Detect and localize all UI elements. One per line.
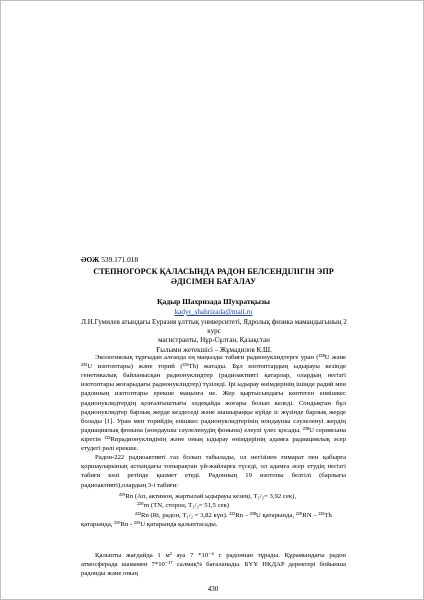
paragraph: Радон-222 радиоактивті газ болып табылады, ол негізінен ғимарат пен қабырға қоршауларының астындағы топырақтан үй-жайларға түседі, ол адамға әсер етудің негізгі табиғи көзі ретінде қызмет етеді. Радонның 19 изотопы белгілі (барлығы радиоактивті),олардың 3-і табиғи: xyxy=(81,454,346,489)
isotope-item: ²¹⁹Rn (Ап, актинон, жартылай ыдырауы кезеңі, T₁/₂= 3,92 сек), xyxy=(119,493,297,500)
paragraph: Қалыпты жағдайда 1 м² ауа 7 *10⁻⁶ г радоннан тұрады. Құрамындағы радон атмосферада шамамен 7*10⁻¹⁷ салмақ% бағаланады. БҮҰ НКДАР деректері бойынша радонды және оның xyxy=(81,552,346,578)
isotope-item: ²²⁰rn (TN, сторон, T₁/₂= 51,5 сек) xyxy=(137,502,230,510)
affiliation-line: магистранты, Нұр-Сұлтан, Қазақстан xyxy=(158,336,270,345)
page-number: 430 xyxy=(207,585,219,593)
body-text xyxy=(81,353,346,490)
isotope-list xyxy=(81,492,346,529)
paragraph: Экологиялық тұрғыдан алғанда ең маңызды табиғи радионуклидтерге уран (²³⁸U және ²³⁵U изотоптары) және торий (²³²Th) жатады. Бұл изотоптардың ыдырауы кезінде генетикалық байланысқан радионуклидтер (радиоактивті қатарлар, олардың негізгі изотоптары жоғарыдағы радионуклидтер) түзіледі. Ірі ыдырау өнімдерінің ішінде радий мен радонның изотоптары ерекше маңызға ие. Жер қыртысындағы көптеген ениішкес радионуклидтердің қозғалғыштығы әлдеқайда жоғары болып келеді. Сондықтан бұл радионуклидтер барлық жерде кездеседі және шашыраңқы күйде іс жүзінде барлық жерде болады [1]. Уран мен торийдің енішкес радионуклидтерінің иондаушы сәулеленуі жердің радиациялық фонына (иондаушы сәулеленудің фонына) елеулі үлес қосады. ²³⁸U сериясына кіретін ²²²Rnрадионуклидінің және оның ыдырау өнімдерінің адамға радиациялық әсер етудегі рөлі ерекше. xyxy=(81,354,346,453)
affiliation-line: Ғылыми жетекшісі – Жұмадилов К.Ш. xyxy=(156,345,272,354)
author-name: Қадыр Шахризада Шухратқызы xyxy=(157,297,270,306)
author-email-link[interactable]: kadyr_shahrizada@mail.ru xyxy=(174,308,253,316)
udk-code: ӘОЖ 539.171.018 xyxy=(81,255,139,264)
isotope-item: ²²²Rn (Rt, радон, T₁/₂ = 3,82 күн). ²²²Rn – ²³⁸U қатарында, ²²⁰RN – ²³²Th қатарында, ²¹⁹Rn - ²³⁵U қатарында қалыптасады. xyxy=(81,511,332,528)
paper-title: СТЕПНОГОРСК ҚАЛАСЫНДА РАДОН БЕЛСЕНДІЛІГІН ЭПР ӘДІСІМЕН БАҒАЛАУ xyxy=(93,267,334,287)
body-text-continued xyxy=(81,551,346,578)
affiliation xyxy=(79,318,349,355)
affiliation-line: Л.Н.Гумилев атындағы Еуразия ұлттық университеті, Ядролық физика мамандығының 2 курс xyxy=(81,318,347,336)
